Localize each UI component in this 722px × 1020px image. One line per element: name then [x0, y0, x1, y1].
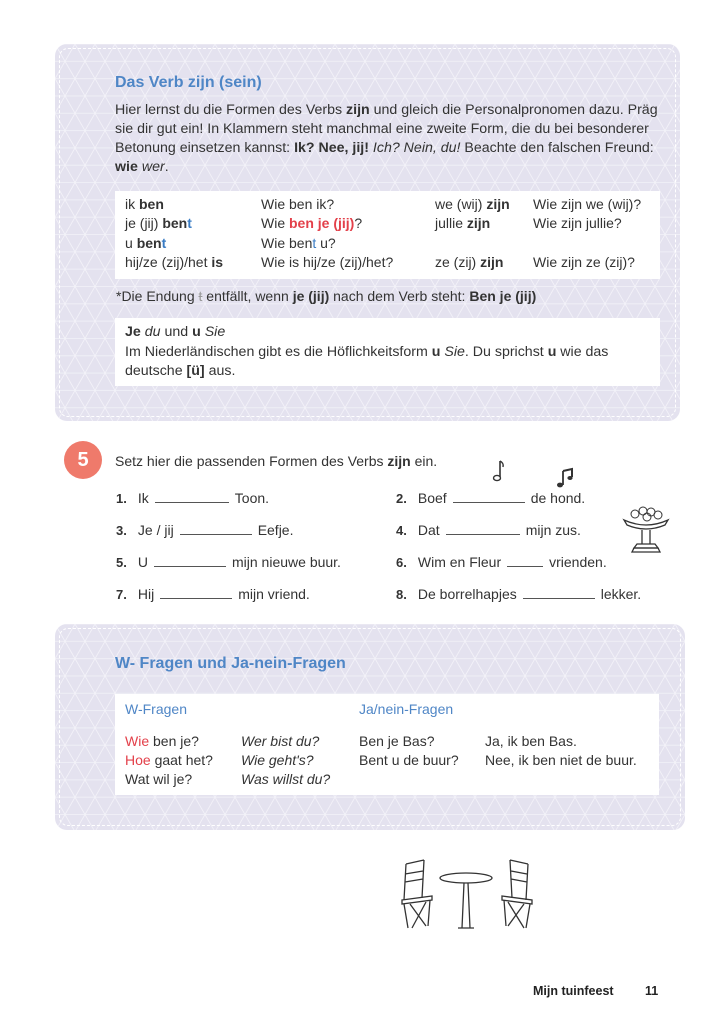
footnote: *Die Endung t entfällt, wenn je (jij) nach dem Verb steht: Ben je (jij): [116, 288, 537, 304]
item-text-after: mijn nieuwe buur.: [232, 554, 341, 570]
yes-no-questions-header: Ja/nein-Fragen: [359, 701, 454, 717]
item-text-before: Boef: [414, 490, 447, 506]
conjugation-cell: Wie zijn jullie?: [533, 215, 622, 232]
answer-blank[interactable]: [523, 597, 595, 599]
w-questions-header: W-Fragen: [125, 701, 187, 717]
conjugation-table: [115, 191, 660, 279]
w-question-de: Wie geht's?: [241, 752, 314, 768]
exercise-item: [396, 490, 585, 506]
yes-no-answer: Nee, ik ben niet de buur.: [485, 752, 637, 768]
conjugation-cell: Wie bent u?: [261, 234, 336, 251]
music-note-icon: [490, 457, 580, 489]
answer-blank[interactable]: [155, 501, 229, 503]
exercise-item: [396, 522, 581, 538]
item-number: 4.: [396, 523, 407, 538]
conjugation-cell: we (wij) zijn: [435, 196, 510, 212]
w-question-nl: Wat wil je?: [125, 771, 193, 787]
conjugation-cell: Wie zijn we (wij)?: [533, 196, 642, 212]
item-text-before: De borrelhapjes: [414, 586, 517, 602]
yes-no-answer: Ja, ik ben Bas.: [485, 733, 577, 749]
yes-no-question: Bent u de buur?: [359, 752, 459, 768]
conjugation-cell: Wie zijn ze (zij)?: [533, 253, 635, 270]
item-text-after: lekker.: [600, 586, 642, 602]
item-number: 8.: [396, 587, 407, 602]
cafe-chairs-table-icon: [398, 852, 538, 932]
w-question-nl: Hoe gaat het?: [125, 752, 213, 768]
exercise-number-badge: 5: [64, 441, 102, 479]
answer-blank[interactable]: [507, 565, 543, 567]
item-text-after: mijn vriend.: [238, 586, 310, 602]
conjugation-cell: ze (zij) zijn: [435, 253, 504, 270]
exercise-item: [116, 586, 310, 602]
exercise-item: [396, 586, 641, 602]
w-question-nl: Wie ben je?: [125, 733, 199, 749]
item-text-after: Toon.: [234, 490, 270, 506]
item-number: 3.: [116, 523, 127, 538]
politeness-text: Je du und u Sie Im Niederländischen gibt es die Höflichkeitsform u Sie. Du sprichst u wie das deutsche [ü] aus.: [125, 324, 609, 379]
w-question-de: Wer bist du?: [241, 733, 320, 749]
item-text-after: mijn zus.: [525, 522, 581, 538]
item-text-after: de hond.: [530, 490, 586, 506]
item-text-before: Je / jij: [134, 522, 174, 538]
answer-blank[interactable]: [446, 533, 520, 535]
questions-table: [115, 694, 659, 795]
conjugation-cell: Wie is hij/ze (zij)/het?: [261, 253, 394, 270]
item-number: 1.: [116, 491, 127, 506]
politeness-box: [115, 318, 660, 386]
conjugation-cell: hij/ze (zij)/het is: [125, 253, 224, 270]
item-number: 6.: [396, 555, 407, 570]
exercise-item: [116, 490, 269, 506]
page-number: 11: [645, 984, 659, 998]
item-text-before: Wim en Fleur: [414, 554, 502, 570]
cake-stand-icon: [620, 500, 672, 556]
item-text-after: Eefje.: [257, 522, 294, 538]
exercise-instruction: Setz hier die passenden Formen des Verbs zijn ein.: [115, 453, 438, 469]
item-text-before: Dat: [414, 522, 440, 538]
w-question-de: Was willst du?: [241, 771, 331, 787]
item-text-before: U: [134, 554, 148, 570]
yes-no-question: Ben je Bas?: [359, 733, 435, 749]
conjugation-cell: Wie ben ik?: [261, 196, 335, 212]
item-number: 5.: [116, 555, 127, 570]
item-text-after: vrienden.: [549, 554, 607, 570]
exercise-item: [396, 554, 607, 570]
item-text-before: Ik: [134, 490, 149, 506]
item-text-before: Hij: [134, 586, 155, 602]
conjugation-cell: je (jij) bent: [125, 215, 192, 232]
answer-blank[interactable]: [160, 597, 232, 599]
conjugation-cell: jullie zijn: [435, 215, 491, 232]
answer-blank[interactable]: [453, 501, 525, 503]
answer-blank[interactable]: [154, 565, 226, 567]
conjugation-cell: u bent: [125, 234, 167, 251]
answer-blank[interactable]: [180, 533, 252, 535]
conjugation-cell: Wie ben je (jij)?: [261, 215, 363, 232]
footer-title: Mijn tuinfeest: [533, 984, 614, 998]
section-title: W- Fragen und Ja-nein-Fragen: [115, 655, 346, 672]
exercise-item: [116, 554, 341, 570]
intro-text: Hier lernst du die Formen des Verbs zijn und gleich die Personalpronomen dazu. Präg sie dir gut ein! In Klammern steht manchmal eine zweite Form, die du bei besonderer Betonung einsetzen kannst: Ik? Nee, jij! Ich? Nein, du! Beachte den falschen Freund: wie wer.: [115, 102, 658, 175]
section-title: Das Verb zijn (sein): [115, 74, 262, 91]
item-number: 2.: [396, 491, 407, 506]
conjugation-cell: ik ben: [125, 196, 164, 212]
item-number: 7.: [116, 587, 127, 602]
exercise-item: [116, 522, 294, 538]
